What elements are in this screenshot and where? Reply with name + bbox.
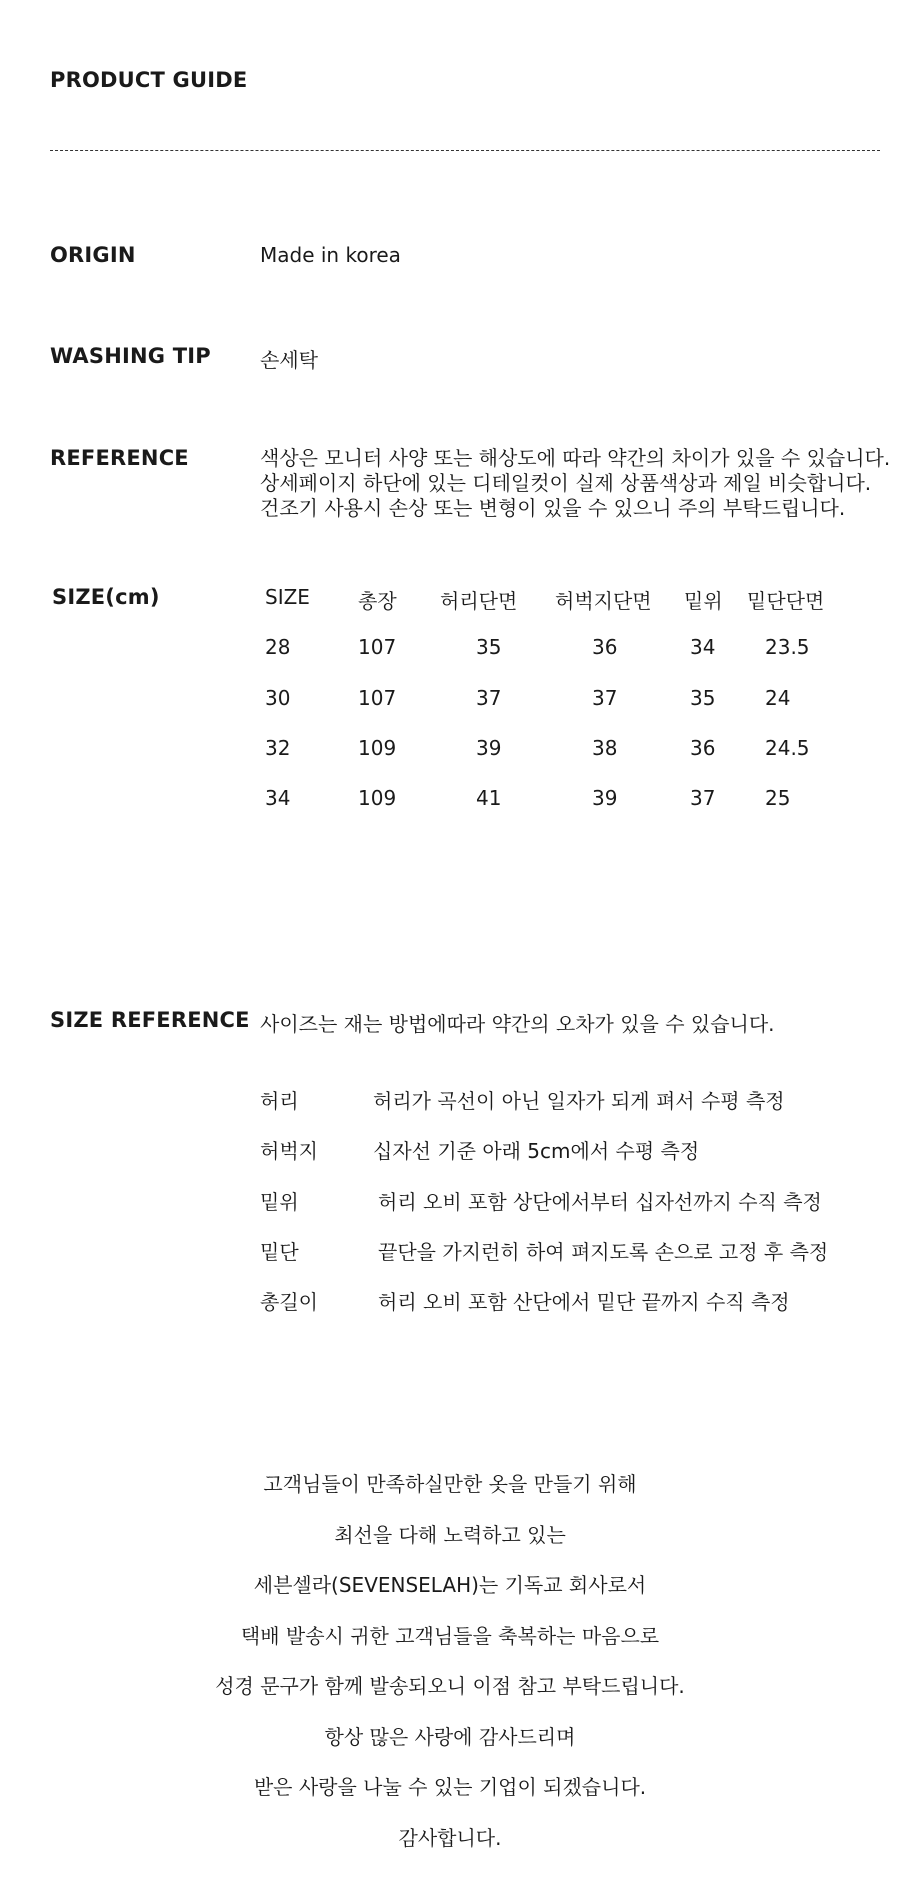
washing-value: 손세탁 bbox=[260, 348, 318, 372]
size-table-cell: 32 bbox=[265, 736, 291, 760]
size-table-cell: 37 bbox=[592, 686, 618, 710]
size-table-cell: 107 bbox=[358, 686, 397, 710]
size-table-cell: 30 bbox=[265, 686, 291, 710]
size-table-cell: 24 bbox=[765, 686, 791, 710]
size-table-cell: 107 bbox=[358, 635, 397, 659]
reference-label: REFERENCE bbox=[50, 446, 189, 470]
measure-desc: 허리가 곡선이 아닌 일자가 되게 펴서 수평 측정 bbox=[373, 1089, 785, 1113]
closing-line: 감사합니다. bbox=[398, 1826, 502, 1850]
measure-term: 밑위 bbox=[260, 1190, 299, 1214]
measure-desc: 끝단을 가지런히 하여 펴지도록 손으로 고정 후 측정 bbox=[378, 1240, 829, 1264]
reference-line: 건조기 사용시 손상 또는 변형이 있을 수 있으니 주의 부탁드립니다. bbox=[260, 496, 846, 520]
size-table-cell: 35 bbox=[476, 635, 502, 659]
size-table-cell: 37 bbox=[476, 686, 502, 710]
size-table-cell: 36 bbox=[592, 635, 618, 659]
size-table-cell: 35 bbox=[690, 686, 716, 710]
size-table-cell: 24.5 bbox=[765, 736, 810, 760]
closing-line: 성경 문구가 함께 발송되오니 이점 참고 부탁드립니다. bbox=[215, 1674, 685, 1698]
closing-line: 받은 사랑을 나눌 수 있는 기업이 되겠습니다. bbox=[253, 1775, 647, 1799]
measure-term: 총길이 bbox=[260, 1290, 318, 1314]
closing-line: 항상 많은 사랑에 감사드리며 bbox=[324, 1725, 576, 1749]
reference-text bbox=[260, 446, 890, 521]
page-title: PRODUCT GUIDE bbox=[50, 68, 248, 92]
size-table-cell: 39 bbox=[476, 736, 502, 760]
size-table-cell: 37 bbox=[690, 786, 716, 810]
washing-label: WASHING TIP bbox=[50, 344, 211, 368]
measure-desc: 십자선 기준 아래 5cm에서 수평 측정 bbox=[373, 1139, 700, 1163]
size-table-header: 허리단면 bbox=[440, 589, 518, 613]
measure-term: 밑단 bbox=[260, 1240, 299, 1264]
measure-term: 허리 bbox=[260, 1089, 299, 1113]
size-table-cell: 25 bbox=[765, 786, 791, 810]
origin-label: ORIGIN bbox=[50, 243, 136, 267]
size-table-cell: 109 bbox=[358, 736, 397, 760]
size-table-cell: 23.5 bbox=[765, 635, 810, 659]
size-table-header: SIZE bbox=[265, 585, 310, 609]
closing-line: 최선을 다해 노력하고 있는 bbox=[334, 1523, 566, 1547]
closing-line: 고객님들이 만족하실만한 옷을 만들기 위해 bbox=[263, 1472, 637, 1496]
reference-line: 상세페이지 하단에 있는 디테일컷이 실제 상품색상과 제일 비슷합니다. bbox=[260, 471, 872, 495]
size-reference-label: SIZE REFERENCE bbox=[50, 1008, 250, 1032]
size-table-header: 총장 bbox=[358, 589, 397, 613]
origin-value: Made in korea bbox=[260, 243, 401, 267]
size-table-header: 밑단단면 bbox=[747, 589, 825, 613]
dashed-divider bbox=[50, 150, 880, 151]
size-table-cell: 34 bbox=[265, 786, 291, 810]
size-table-header: 밑위 bbox=[684, 589, 723, 613]
size-table-cell: 38 bbox=[592, 736, 618, 760]
size-table-header: 허벅지단면 bbox=[555, 589, 652, 613]
measure-desc: 허리 오비 포함 상단에서부터 십자선까지 수직 측정 bbox=[378, 1190, 822, 1214]
closing-line: 택배 발송시 귀한 고객님들을 축복하는 마음으로 bbox=[240, 1624, 660, 1648]
size-reference-intro: 사이즈는 재는 방법에따라 약간의 오차가 있을 수 있습니다. bbox=[260, 1012, 775, 1036]
size-table-cell: 34 bbox=[690, 635, 716, 659]
measure-desc: 허리 오비 포함 산단에서 밑단 끝까지 수직 측정 bbox=[378, 1290, 790, 1314]
closing-line: 세븐셀라(SEVENSELAH)는 기독교 회사로서 bbox=[253, 1573, 647, 1597]
measure-term: 허벅지 bbox=[260, 1139, 318, 1163]
size-table-cell: 109 bbox=[358, 786, 397, 810]
size-table-label: SIZE(cm) bbox=[52, 585, 160, 609]
size-table-cell: 28 bbox=[265, 635, 291, 659]
size-table-cell: 36 bbox=[690, 736, 716, 760]
reference-line: 색상은 모니터 사양 또는 해상도에 따라 약간의 차이가 있을 수 있습니다. bbox=[260, 446, 891, 470]
size-table-cell: 41 bbox=[476, 786, 502, 810]
size-table-cell: 39 bbox=[592, 786, 618, 810]
